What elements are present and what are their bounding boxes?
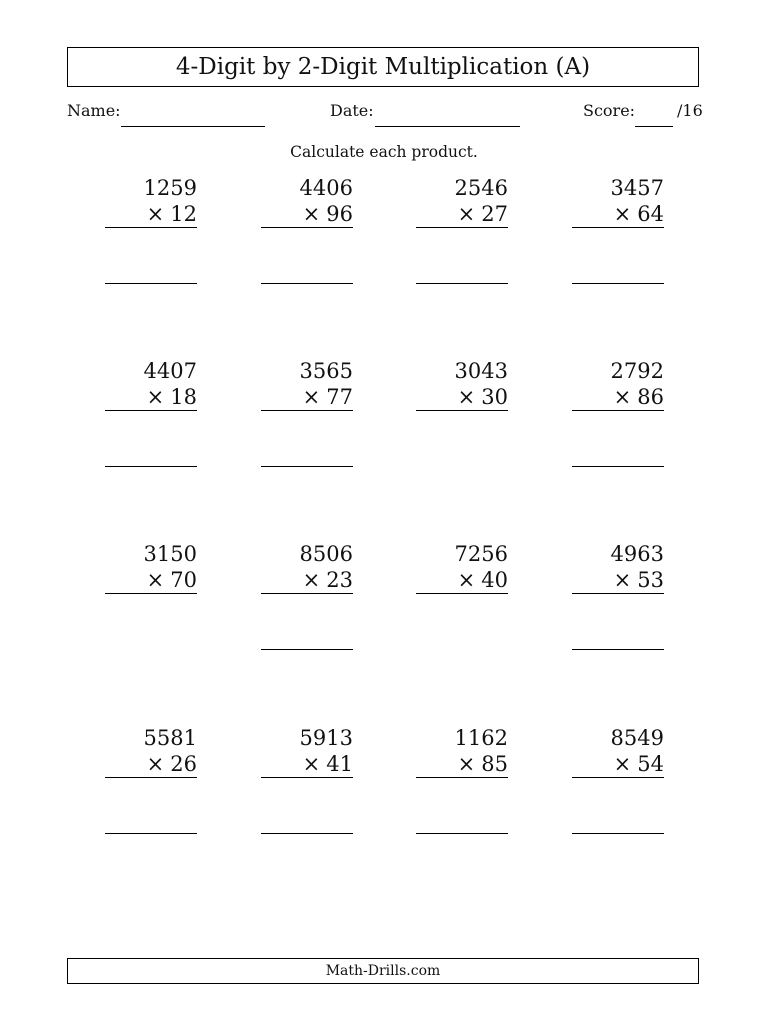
problem	[572, 725, 664, 778]
multiplicand: 3565	[299, 359, 353, 383]
multiplicand: 5913	[299, 726, 353, 750]
answer-line[interactable]	[572, 283, 664, 284]
multiplicand: 1259	[143, 176, 197, 200]
multiplicand: 2546	[454, 176, 508, 200]
times-icon: ×	[613, 752, 632, 776]
answer-line[interactable]	[416, 283, 508, 284]
answer-line[interactable]	[261, 283, 353, 284]
problem	[416, 725, 508, 778]
multiplier-row	[261, 751, 353, 778]
multiplier: 54	[637, 752, 664, 776]
multiplier: 70	[170, 568, 197, 592]
multiplicand: 4407	[143, 359, 197, 383]
times-icon: ×	[146, 385, 165, 409]
multiplier: 41	[326, 752, 353, 776]
footer-site: Math-Drills.com	[67, 958, 699, 984]
problem	[105, 541, 197, 594]
multiplier-row	[572, 751, 664, 778]
times-icon: ×	[302, 202, 321, 226]
multiplier: 86	[637, 385, 664, 409]
multiplier: 26	[170, 752, 197, 776]
multiplier: 12	[170, 202, 197, 226]
problem	[416, 175, 508, 228]
multiplier: 27	[481, 202, 508, 226]
times-icon: ×	[457, 202, 476, 226]
problem	[416, 541, 508, 594]
multiplier: 30	[481, 385, 508, 409]
answer-line[interactable]	[105, 466, 197, 467]
times-icon: ×	[302, 385, 321, 409]
multiplier-row	[416, 384, 508, 411]
multiplier: 23	[326, 568, 353, 592]
times-icon: ×	[613, 202, 632, 226]
problem	[261, 725, 353, 778]
times-icon: ×	[146, 202, 165, 226]
multiplier-row	[105, 567, 197, 594]
multiplier-row	[416, 567, 508, 594]
problem	[416, 358, 508, 411]
times-icon: ×	[302, 752, 321, 776]
multiplier: 40	[481, 568, 508, 592]
date-field[interactable]	[375, 126, 520, 127]
multiplicand: 8506	[299, 542, 353, 566]
multiplicand: 8549	[610, 726, 664, 750]
times-icon: ×	[146, 568, 165, 592]
worksheet-title: 4-Digit by 2-Digit Multiplication (A)	[67, 47, 699, 87]
multiplier-row	[572, 384, 664, 411]
answer-line[interactable]	[572, 649, 664, 650]
answer-line[interactable]	[416, 833, 508, 834]
multiplicand: 2792	[610, 359, 664, 383]
answer-line[interactable]	[105, 833, 197, 834]
multiplier: 64	[637, 202, 664, 226]
multiplicand: 4406	[299, 176, 353, 200]
answer-line[interactable]	[105, 283, 197, 284]
answer-line[interactable]	[572, 833, 664, 834]
multiplier-row	[105, 384, 197, 411]
problem	[261, 541, 353, 594]
date-label: Date:	[330, 101, 374, 120]
multiplier: 96	[326, 202, 353, 226]
multiplier: 77	[326, 385, 353, 409]
multiplier-row	[416, 201, 508, 228]
problem	[572, 541, 664, 594]
problem	[105, 358, 197, 411]
multiplier: 18	[170, 385, 197, 409]
problem	[105, 725, 197, 778]
multiplier-row	[416, 751, 508, 778]
multiplicand: 3150	[143, 542, 197, 566]
problem	[572, 358, 664, 411]
times-icon: ×	[457, 752, 476, 776]
multiplicand: 5581	[143, 726, 197, 750]
answer-line[interactable]	[261, 466, 353, 467]
times-icon: ×	[302, 568, 321, 592]
multiplier-row	[105, 201, 197, 228]
score-field[interactable]	[635, 126, 673, 127]
multiplier-row	[261, 384, 353, 411]
multiplier-row	[105, 751, 197, 778]
answer-line[interactable]	[261, 649, 353, 650]
problem	[105, 175, 197, 228]
answer-line[interactable]	[572, 466, 664, 467]
times-icon: ×	[613, 568, 632, 592]
multiplier: 53	[637, 568, 664, 592]
multiplier: 85	[481, 752, 508, 776]
multiplier-row	[572, 201, 664, 228]
answer-line[interactable]	[261, 833, 353, 834]
multiplicand: 7256	[454, 542, 508, 566]
multiplier-row	[572, 567, 664, 594]
multiplicand: 4963	[610, 542, 664, 566]
multiplicand: 1162	[454, 726, 508, 750]
score-total: /16	[677, 101, 703, 120]
times-icon: ×	[457, 568, 476, 592]
multiplicand: 3043	[454, 359, 508, 383]
instructions: Calculate each product.	[290, 143, 478, 161]
problem	[572, 175, 664, 228]
name-field[interactable]	[121, 126, 265, 127]
multiplicand: 3457	[610, 176, 664, 200]
times-icon: ×	[613, 385, 632, 409]
score-label: Score:	[583, 101, 636, 120]
problem	[261, 358, 353, 411]
times-icon: ×	[457, 385, 476, 409]
multiplier-row	[261, 201, 353, 228]
name-label: Name:	[67, 101, 121, 120]
times-icon: ×	[146, 752, 165, 776]
problem	[261, 175, 353, 228]
multiplier-row	[261, 567, 353, 594]
